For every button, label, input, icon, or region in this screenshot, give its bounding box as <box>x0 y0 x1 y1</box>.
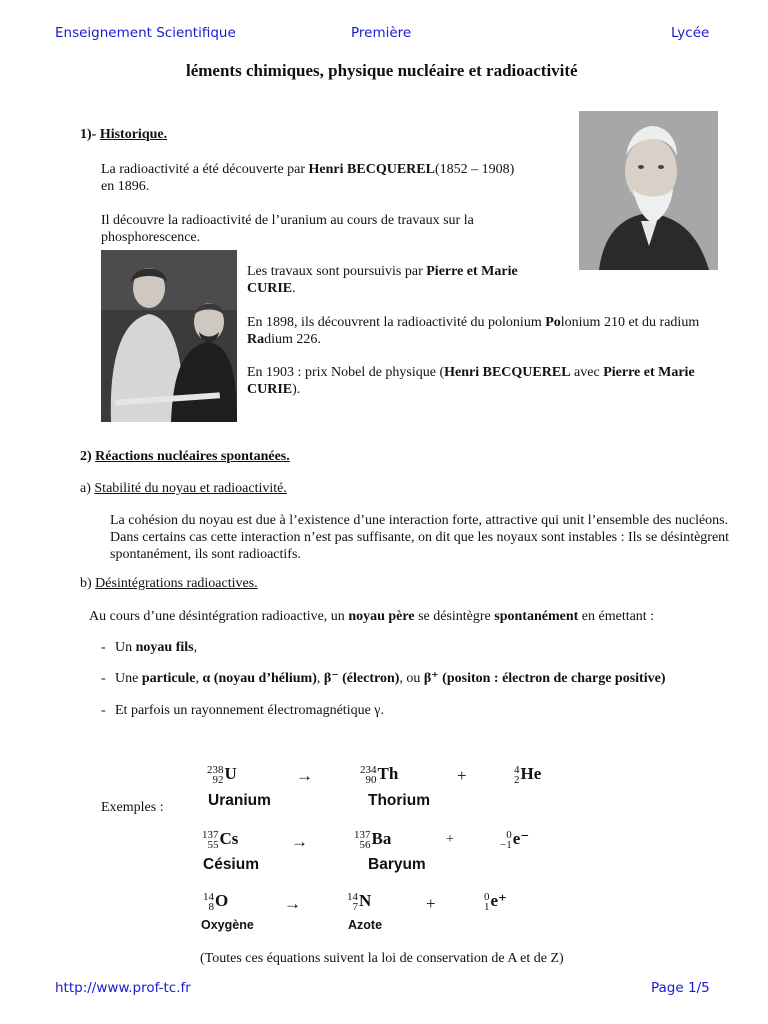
history-paragraph-1: La radioactivité a été découverte par Henri BECQUEREL(1852 – 1908) en 1896. <box>101 162 515 194</box>
name-cesium: Césium <box>203 856 259 873</box>
name-oxygen: Oxygène <box>201 918 254 932</box>
history-paragraph-3: Les travaux sont poursuivis par Pierre et Marie CURIE. <box>247 264 518 296</box>
list-item: - Et parfois un rayonnement électromagnétique γ. <box>101 702 384 719</box>
curie-photo <box>101 250 237 422</box>
footer-url-link[interactable]: http://www.prof-tc.fr <box>55 980 191 996</box>
section-2-heading: 2) Réactions nucléaires spontanées. <box>80 449 290 464</box>
nucleus-nitrogen: 14 7 N <box>347 891 372 914</box>
conservation-note: (Toutes ces équations suivent la loi de conservation de A et de Z) <box>200 951 564 966</box>
name-nitrogen: Azote <box>348 918 383 932</box>
nucleus-barium: 137 56 Ba <box>354 829 392 852</box>
arrow: → <box>291 832 308 851</box>
page-title: léments chimiques, physique nucléaire et radioactivité <box>186 61 578 80</box>
examples-label: Exemples : <box>101 800 164 815</box>
header-level: Première <box>351 25 412 41</box>
section-1-heading: 1)- Historique. <box>80 127 168 142</box>
list-item: - Un noyau fils, <box>101 639 197 656</box>
nucleus-helium: 4 2 He <box>514 764 542 787</box>
plus: + <box>457 766 467 785</box>
list-item: - Une particule, α (noyau d’hélium), β⁻ (électron), ou β⁺ (positon : électron de charge positive) <box>101 670 666 687</box>
positron: 0 1 e⁺ <box>484 891 508 914</box>
nucleus-cesium: 137 55 Cs <box>202 829 239 852</box>
subsection-a-heading: a) Stabilité du noyau et radioactivité. <box>80 481 287 496</box>
nucleus-oxygen: 14 8 O <box>203 891 229 914</box>
name-thorium: Thorium <box>368 792 430 809</box>
history-paragraph-5: En 1903 : prix Nobel de physique (Henri BECQUEREL avec Pierre et Marie CURIE). <box>247 365 695 397</box>
plus: + <box>426 894 436 913</box>
subsection-b-heading: b) Désintégrations radioactives. <box>80 576 258 591</box>
history-paragraph-4: En 1898, ils découvrent la radioactivité du polonium Polonium 210 et du radium Radium 226. <box>247 315 700 347</box>
name-barium: Baryum <box>368 856 426 873</box>
nucleus-uranium: 238 92 U <box>207 764 237 787</box>
electron: 0 −1 e⁻ <box>500 829 530 852</box>
page-number: Page 1/5 <box>651 980 710 996</box>
stability-paragraph: La cohésion du noyau est due à l’existence d’une interaction forte, attractive qui unit l’ensemble des nucléons. Dans certains cas cette interaction n’est pas suffisante, on dit que les noyaux sont instables : Ils se désintègrent spontanément, ils sont radioactifs. <box>110 513 730 562</box>
history-paragraph-2: Il découvre la radioactivité de l’uranium au cours de travaux sur la phosphorescence. <box>101 213 474 245</box>
becquerel-portrait <box>579 111 718 270</box>
name-uranium: Uranium <box>208 792 271 809</box>
nucleus-thorium: 234 90 Th <box>360 764 399 787</box>
header-school: Lycée <box>671 25 710 41</box>
decay-intro: Au cours d’une désintégration radioactive, un noyau père se désintègre spontanément en émettant : <box>89 609 655 624</box>
header-subject: Enseignement Scientifique <box>55 25 236 41</box>
plus: + <box>446 832 454 847</box>
arrow: → <box>296 766 313 785</box>
arrow: → <box>284 894 301 913</box>
